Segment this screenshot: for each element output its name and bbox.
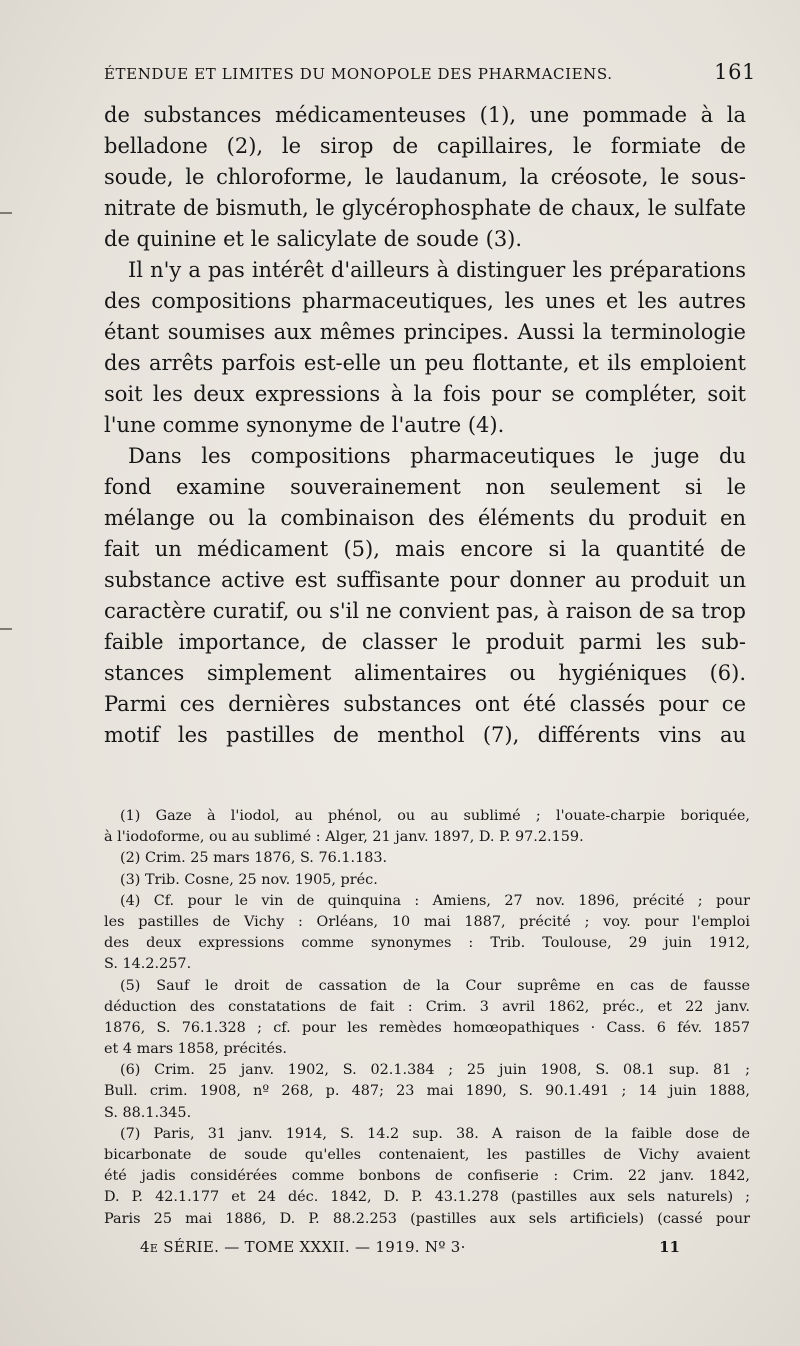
footnote-line: S. 14.2.257.	[104, 956, 192, 973]
footnote-line: déduction des constatations de fait : Crim. 3 avril 1862, préc., et 22 janv.	[104, 998, 750, 1015]
body-line: fond examine souverainement non seulement si le	[104, 475, 746, 499]
body-line: Dans les compositions pharmaceutiques le juge du	[128, 444, 746, 468]
footnote-line: Paris 25 mai 1886, D. P. 88.2.253 (pastilles aux sels artificiels) (cassé pour	[104, 1210, 750, 1227]
running-head-title: ÉTENDUE ET LIMITES DU MONOPOLE DES PHARMACIENS.	[104, 65, 613, 83]
footnote-line: et 4 mars 1858, précités.	[104, 1041, 287, 1058]
footnote-line: (4) Cf. pour le vin de quinquina : Amiens, 27 nov. 1896, précité ; pour	[120, 892, 750, 909]
body-line: étant soumises aux mêmes principes. Aussi la terminologie	[104, 320, 746, 344]
footnote-line: Bull. crim. 1908, nº 268, p. 487; 23 mai 1890, S. 90.1.491 ; 14 juin 1888,	[104, 1083, 750, 1100]
footnote-line: (5) Sauf le droit de cassation de la Cour suprême en cas de fausse	[120, 977, 750, 994]
footnote-line: D. P. 42.1.177 et 24 déc. 1842, D. P. 43.1.278 (pastilles aux sels naturels) ;	[104, 1189, 750, 1206]
body-line: caractère curatif, ou s'il ne convient pas, à raison de sa trop	[104, 599, 746, 623]
body-line: Il n'y a pas intérêt d'ailleurs à distinguer les préparations	[128, 258, 746, 282]
footnote-line: des deux expressions comme synonymes : Trib. Toulouse, 29 juin 1912,	[104, 935, 750, 952]
footnote-line: été jadis considérées comme bonbons de confiserie : Crim. 22 janv. 1842,	[104, 1168, 750, 1185]
body-line: belladone (2), le sirop de capillaires, le formiate de	[104, 134, 746, 158]
footnote-line: (2) Crim. 25 mars 1876, S. 76.1.183.	[120, 850, 388, 867]
margin-mark	[0, 628, 12, 630]
body-line: mélange ou la combinaison des éléments du produit en	[104, 506, 746, 530]
footnote-line: 1876, S. 76.1.328 ; cf. pour les remèdes homœopathiques · Cass. 6 fév. 1857	[104, 1019, 750, 1036]
footnote-line: bicarbonate de soude qu'elles contenaient, les pastilles de Vichy avaient	[104, 1147, 750, 1163]
body-line: nitrate de bismuth, le glycérophosphate de chaux, le sulfate	[104, 196, 746, 220]
body-line: faible importance, de classer le produit parmi les sub-	[104, 630, 746, 654]
body-line: de quinine et le salicylate de soude (3).	[104, 227, 523, 251]
footnote-line: S. 88.1.345.	[104, 1104, 192, 1121]
body-line: l'une comme synonyme de l'autre (4).	[104, 413, 505, 437]
body-line: motif les pastilles de menthol (7), différents vins au	[104, 723, 746, 747]
footnotes	[104, 806, 750, 1230]
body-line: des arrêts parfois est-elle un peu flottante, et ils emploient	[104, 351, 746, 375]
margin-mark	[0, 212, 12, 214]
body-line: substance active est suffisante pour donner au produit un	[104, 568, 746, 592]
footnote-line: (1) Gaze à l'iodol, au phénol, ou au sublimé ; l'ouate-charpie boriquée,	[120, 808, 750, 824]
body-line: des compositions pharmaceutiques, les unes et les autres	[104, 289, 746, 313]
body-line: soit les deux expressions à la fois pour se compléter, soit	[104, 382, 746, 406]
page-number: 161	[714, 60, 756, 84]
body-line: stances simplement alimentaires ou hygiéniques (6).	[104, 661, 746, 685]
body-line: soude, le chloroforme, le laudanum, la créosote, le sous-	[104, 165, 746, 189]
footnote-line: (7) Paris, 31 janv. 1914, S. 14.2 sup. 38. A raison de la faible dose de	[120, 1125, 750, 1142]
footnote-line: (3) Trib. Cosne, 25 nov. 1905, préc.	[120, 871, 378, 888]
body-text	[104, 100, 746, 751]
body-line: Parmi ces dernières substances ont été classés pour ce	[104, 692, 746, 716]
printer-signature: 4e SÉRIE. — TOME XXXII. — 1919. Nº 3·	[140, 1238, 466, 1256]
footnote-line: à l'iodoforme, ou au sublimé : Alger, 21 janv. 1897, D. P. 97.2.159.	[104, 829, 584, 846]
footnote-line: les pastilles de Vichy : Orléans, 10 mai 1887, précité ; voy. pour l'emploi	[104, 913, 750, 930]
footnote-line: (6) Crim. 25 janv. 1902, S. 02.1.384 ; 25 juin 1908, S. 08.1 sup. 81 ;	[120, 1062, 750, 1079]
body-line: de substances médicamenteuses (1), une pommade à la	[104, 103, 746, 127]
body-line: fait un médicament (5), mais encore si la quantité de	[104, 537, 746, 561]
sheet-number: 11	[659, 1238, 680, 1256]
